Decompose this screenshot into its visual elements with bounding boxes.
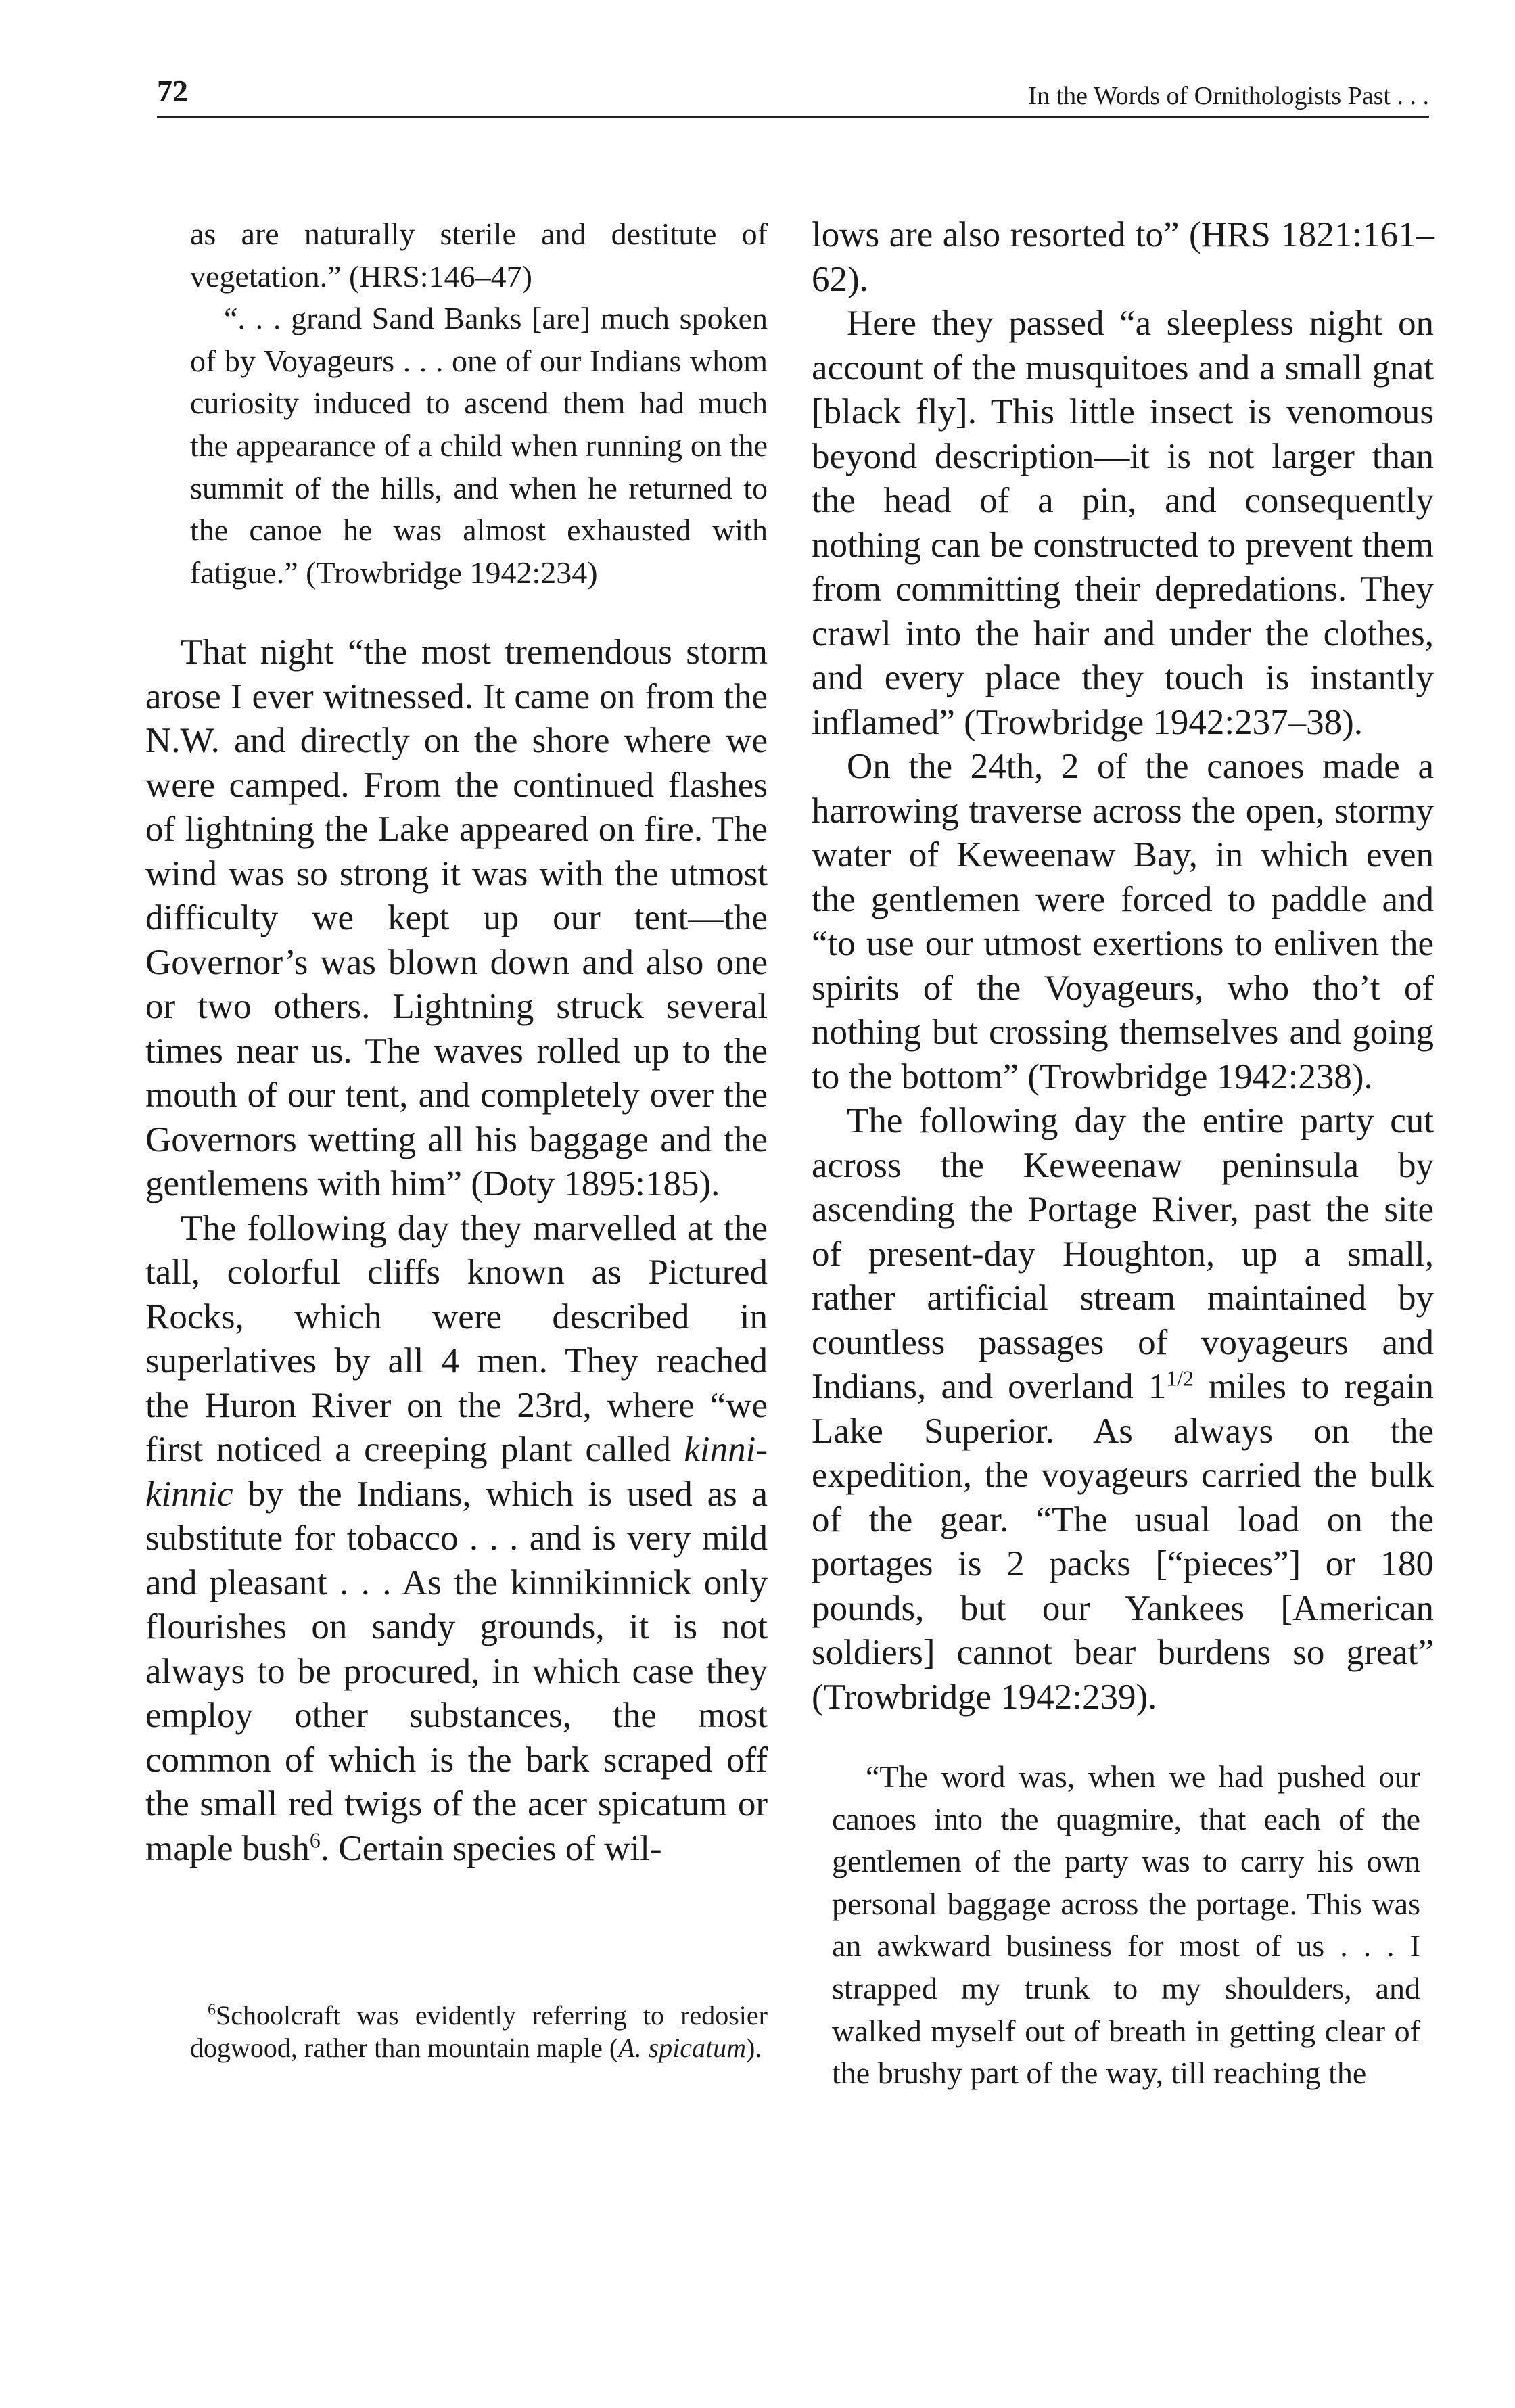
right-column <box>812 213 1434 2095</box>
footnote-number: 6 <box>208 2001 216 2020</box>
left-column <box>145 213 768 2064</box>
body-paragraph: Here they passed “a sleepless night on account of the musquitoes and a small gnat [black fly]. This little insect is venomous beyond description—it is not larger than the head of a pin, and consequently nothing can be constructed to prevent them from committing their depredations. They crawl into the hair and under the clothes, and every place they touch is instantly inflamed” (Trowbridge 1942:237–38). <box>812 304 1434 742</box>
footnote-marker: 6 <box>309 1828 321 1853</box>
body-paragraph: That night “the most tremendous storm arose I ever witnessed. It came on from the N.W. and directly on the shore where we were camped. From the continued flashes of lightning the Lake appeared on fire. The wind was so strong it was with the utmost difficulty we kept up our tent—the Governor’s was blown down and also one or two others. Lightning struck several times near us. The waves rolled up to the mouth of our tent, and completely over the Governors wetting all his baggage and the gentlemens with him” (Doty 1895:185). <box>145 632 768 1204</box>
body-paragraph: lows are also resorted to” (HRS 1821:161–62). <box>812 215 1434 299</box>
page-number: 72 <box>157 74 188 108</box>
right-body-text <box>812 213 1434 1719</box>
quote-paragraph: “. . . grand Sand Banks [are] much spoken of by Voyageurs . . . one of our Indians whom curiosity induced to ascend them had much the appearance of a child when running on the summit of the hills, and when he returned to the canoe he was almost exhausted with fatigue.” (Trowbridge 1942:234) <box>190 301 768 590</box>
quote-paragraph: “The word was, when we had pushed our canoes into the quagmire, that each of the gentlemen of the party was to carry his own personal baggage across the portage. This was an awkward business for most of us . . . I strapped my trunk to my shoulders, and walked myself out of breath in getting clear of the brushy part of the way, till reaching the <box>832 1759 1420 2091</box>
header-rule <box>157 116 1429 118</box>
left-body-text <box>145 630 768 1871</box>
running-title: In the Words of Ornithologists Past . . . <box>1028 82 1429 110</box>
body-paragraph: The following day they marvelled at the tall, colorful cliffs known as Pictured Rocks, which were described in superlatives by all 4 men. They reached the Huron River on the 23rd, where “we first noticed a creeping plant called kinni-kinnic by the Indians, which is used as a substitute for tobacco . . . and is very mild and pleasant . . . As the kinnikinnick only flourishes on sandy grounds, it is not always to be procured, in which case they employ other substances, the most common of which is the bark scraped off the small red twigs of the acer spicatum or maple bush$^6$. Certain species of wil- <box>145 1208 768 1868</box>
italic-term: kinni-kinnic <box>145 1430 768 1514</box>
footnote: $^6$Schoolcraft was evidently referring to redosier dogwood, rather than mountain maple (A. spicatum). <box>190 2000 768 2064</box>
body-paragraph: The following day the entire party cut across the Keweenaw peninsula by ascending the Portage River, past the site of present-day Houghton, up a small, rather artificial stream maintained by countless passages of voyageurs and Indians, and overland $1^{1/2}$ miles to regain Lake Superior. As always on the expedition, the voyageurs carried the bulk of the gear. “The usual load on the portages is 2 packs [“pieces”] or 180 pounds, but our Yankees [American soldiers] cannot bear burdens so great” (Trowbridge 1942:239). <box>812 1101 1434 1717</box>
quote-paragraph: as are naturally sterile and destitute of vegetation.” (HRS:146–47) <box>190 216 768 294</box>
left-block-quote <box>145 213 768 594</box>
right-block-quote <box>812 1756 1434 2095</box>
fraction: 1/2 <box>1166 1366 1194 1391</box>
body-paragraph: On the 24th, 2 of the canoes made a harrowing traverse across the open, stormy water of Keweenaw Bay, in which even the gentlemen were forced to paddle and “to use our utmost exertions to enliven the spirits of the Voyageurs, who tho’t of nothing but crossing themselves and going to the bottom” (Trowbridge 1942:238). <box>812 747 1434 1096</box>
